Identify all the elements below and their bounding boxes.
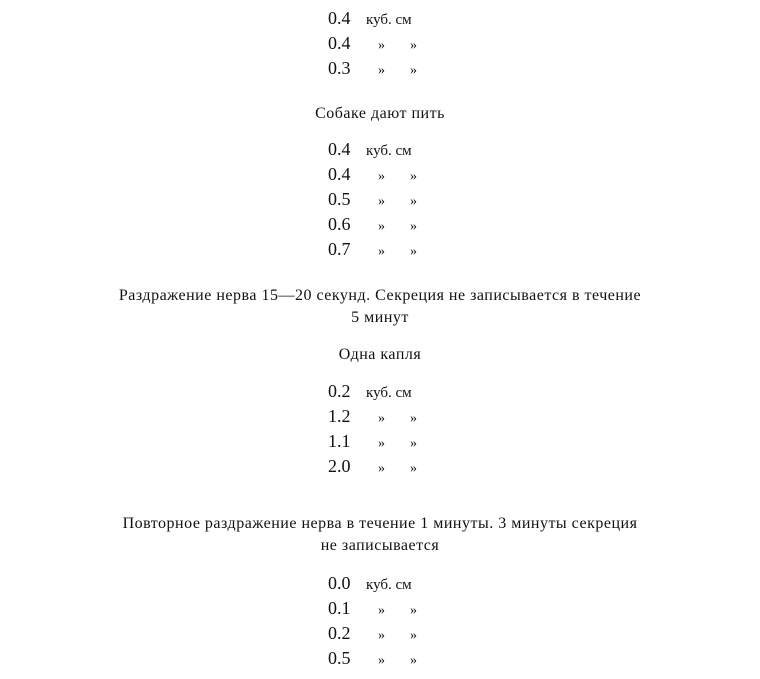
measurement-unit: куб. см: [366, 143, 412, 159]
measurement-row: [328, 571, 412, 595]
measurement-value: 0.7: [328, 239, 351, 259]
protocol-note-line: Повторное раздражение нерва в течение 1 минуты. 3 минуты секреция: [122, 515, 638, 532]
protocol-note: [30, 285, 730, 329]
measurement-value: 0.2: [328, 623, 351, 643]
ditto-mark: »: [410, 653, 417, 668]
ditto-mark: »: [410, 194, 417, 209]
ditto-mark: »: [378, 436, 385, 451]
measurement-unit: куб. см: [366, 385, 412, 401]
ditto-mark: »: [410, 461, 417, 476]
measurement-value: 0.4: [328, 139, 351, 159]
ditto-mark: »: [378, 244, 385, 259]
measurement-value: 1.2: [328, 406, 351, 426]
measurement-row: [328, 404, 440, 428]
ditto-mark: »: [410, 411, 417, 426]
protocol-note-line: не записывается: [320, 537, 440, 554]
ditto-mark: »: [378, 461, 385, 476]
ditto-mark: »: [378, 63, 385, 78]
ditto-mark: »: [410, 63, 417, 78]
ditto-mark: »: [410, 436, 417, 451]
ditto-mark: »: [378, 653, 385, 668]
measurement-value: 2.0: [328, 456, 351, 476]
section-heading: Собаке дают пить: [315, 105, 445, 122]
measurement-value: 1.1: [328, 431, 351, 451]
ditto-mark: »: [378, 38, 385, 53]
ditto-mark: »: [378, 194, 385, 209]
measurement-row: [328, 162, 440, 186]
measurement-value: 0.6: [328, 214, 351, 234]
ditto-mark: »: [410, 244, 417, 259]
measurement-value: 0.5: [328, 648, 351, 668]
measurement-row: [328, 187, 440, 211]
measurement-unit: куб. см: [366, 577, 412, 593]
ditto-mark: »: [410, 628, 417, 643]
measurement-row: [328, 137, 412, 161]
measurement-row: [328, 646, 440, 670]
ditto-mark: »: [378, 603, 385, 618]
measurement-value: 0.4: [328, 8, 351, 28]
measurement-row: [328, 621, 440, 645]
ditto-mark: »: [410, 219, 417, 234]
ditto-mark: »: [410, 603, 417, 618]
measurement-row: [328, 454, 440, 478]
protocol-note-line: Раздражение нерва 15—20 секунд. Секреция не записывается в течение: [118, 287, 642, 304]
ditto-mark: »: [378, 628, 385, 643]
measurement-row: [328, 56, 440, 80]
ditto-mark: »: [378, 169, 385, 184]
section-heading: Одна капля: [338, 346, 422, 363]
ditto-mark: »: [378, 411, 385, 426]
measurement-value: 0.1: [328, 598, 351, 618]
ditto-mark: »: [410, 169, 417, 184]
measurement-row: [328, 596, 440, 620]
measurement-value: 0.4: [328, 164, 351, 184]
ditto-mark: »: [378, 219, 385, 234]
measurement-value: 0.0: [328, 573, 351, 593]
measurement-row: [328, 237, 440, 261]
measurement-row: [328, 429, 440, 453]
protocol-note: [30, 513, 730, 557]
measurement-row: [328, 6, 412, 30]
measurement-row: [328, 379, 412, 403]
measurement-unit: куб. см: [366, 12, 412, 28]
measurement-row: [328, 31, 440, 55]
measurement-value: 0.2: [328, 381, 351, 401]
measurement-value: 0.5: [328, 189, 351, 209]
measurement-value: 0.4: [328, 33, 351, 53]
measurement-value: 0.3: [328, 58, 351, 78]
ditto-mark: »: [410, 38, 417, 53]
protocol-note-line: 5 минут: [351, 309, 409, 326]
measurement-row: [328, 212, 440, 236]
